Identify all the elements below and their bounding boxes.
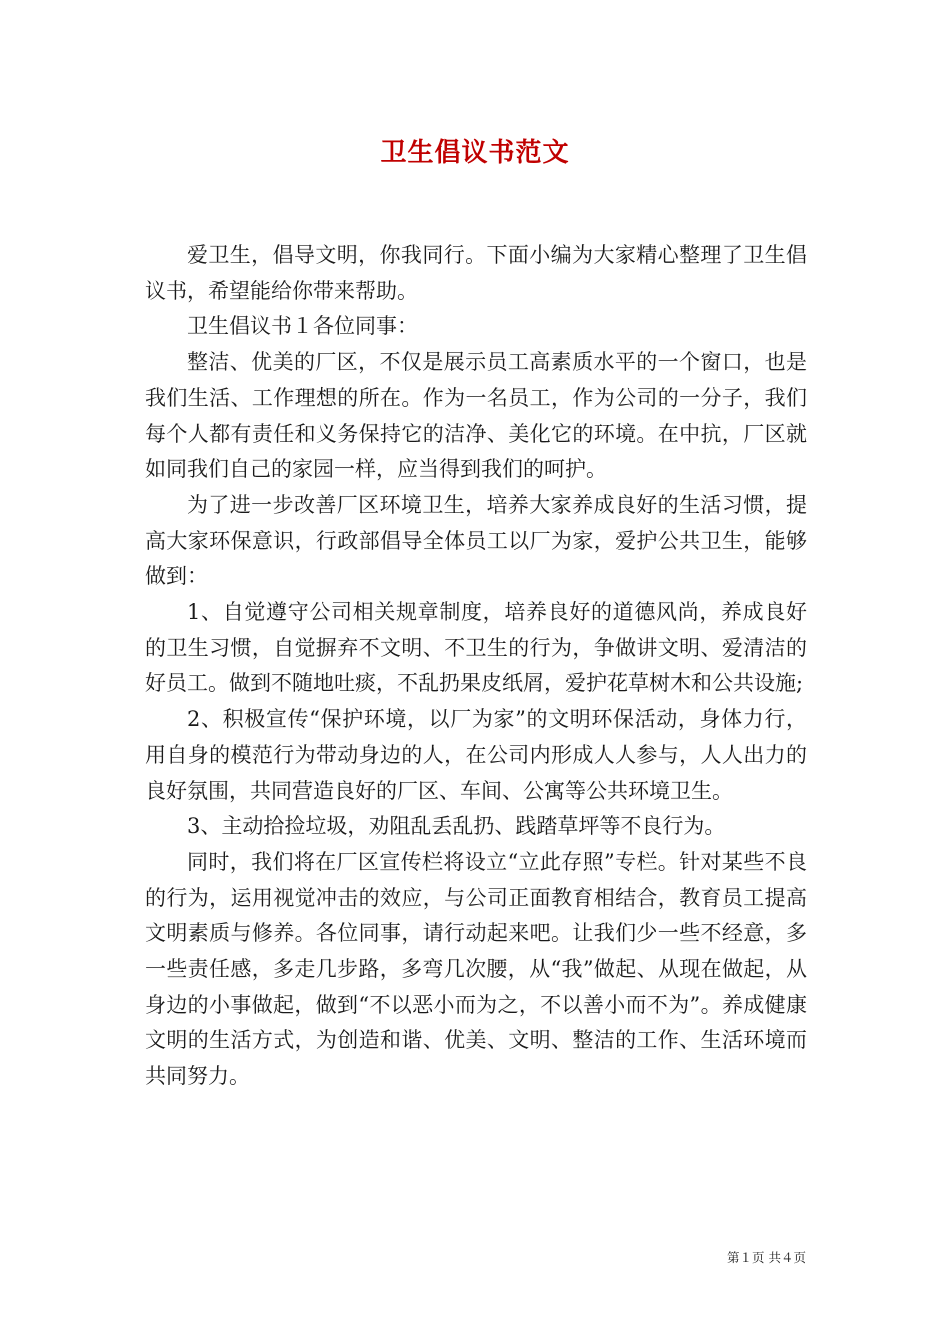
paragraph-salutation: 卫生倡议书１各位同事： [187,314,418,339]
document-body [145,238,807,1095]
page-number: 第１页 共４页 [727,1250,806,1265]
paragraph-body: 整洁、优美的厂区，不仅是展示员工高素质水平的一个窗口，也是我们生活、工作理想的所在。作为一名员工，作为公司的一分子，我们每个人都有责任和义务保持它的洁净、美化它的环境。在中抗，厂区就如同我们自己的家园一样，应当得到我们的呵护。 [145,350,807,482]
paragraph-intro: 爱卫生，倡导文明，你我同行。下面小编为大家精心整理了卫生倡议书，希望能给你带来帮助。 [145,243,807,303]
paragraph-list-item-2: 2、积极宣传“保护环境，以厂为家”的文明环保活动，身体力行，用自身的模范行为带动身边的人，在公司内形成人人参与，人人出力的良好氛围，共同营造良好的厂区、车间、公寓等公共环境卫生。 [145,707,807,803]
paragraph-list-item-1: 1、自觉遵守公司相关规章制度，培养良好的道德风尚，养成良好的卫生习惯，自觉摒弃不文明、不卫生的行为，争做讲文明、爱清洁的好员工。做到不随地吐痰，不乱扔果皮纸屑，爱护花草树木和公共设施; [145,600,807,696]
paragraph-list-item-3: 3、主动拾捡垃圾，劝阻乱丢乱扔、践踏草坪等不良行为。 [187,814,726,839]
paragraph-closing: 同时，我们将在厂区宣传栏将设立“立此存照”专栏。针对某些不良的行为，运用视觉冲击的效应，与公司正面教育相结合，教育员工提高文明素质与修养。各位同事，请行动起来吧。让我们少一些不经意，多一些责任感，多走几步路，多弯几次腰，从“我”做起、从现在做起，从身边的小事做起，做到“不以恶小而为之，不以善小而不为”。养成健康文明的生活方式，为创造和谐、优美、文明、整洁的工作、生活环境而共同努力。 [145,849,807,1089]
page-title: 卫生倡议书范文 [380,138,570,168]
paragraph-body: 为了进一步改善厂区环境卫生，培养大家养成良好的生活习惯，提高大家环保意识，行政部倡导全体员工以厂为家，爱护公共卫生，能够做到： [145,492,807,589]
